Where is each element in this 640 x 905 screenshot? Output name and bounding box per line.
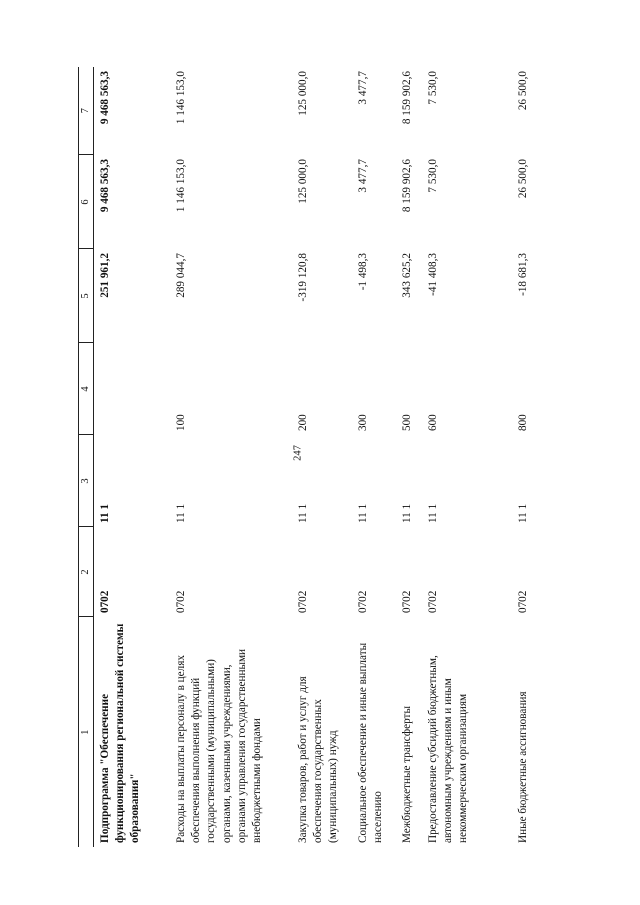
header-col-7: 7 (79, 67, 94, 155)
row-section: 0702 (517, 590, 530, 613)
header-col-6: 6 (79, 155, 94, 249)
row-amount: 3 477,7 (357, 159, 370, 193)
header-col-1: 1 (79, 617, 94, 847)
row-name: Подпрограмма "Обеспечение функционирования региональной системы образования" (99, 623, 142, 843)
row-target-code: 11 1 (297, 503, 310, 523)
row-total: 3 477,7 (357, 71, 370, 105)
row-name: Иные бюджетные ассигнования (517, 691, 530, 843)
row-name: Социальное обеспечение и иные выплаты населению (357, 642, 385, 843)
row-target-code: 11 1 (427, 503, 440, 523)
row-change: 289 044,7 (175, 253, 188, 298)
table-row (422, 67, 512, 847)
row-change: -1 498,3 (357, 253, 370, 291)
row-amount: 125 000,0 (297, 159, 310, 204)
header-col-3: 3 (79, 435, 94, 527)
row-change: 251 961,2 (99, 253, 112, 298)
row-target-code: 11 1 (175, 503, 188, 523)
row-expense-type: 500 (401, 414, 414, 431)
header-col-4: 4 (79, 343, 94, 435)
header-col-2: 2 (79, 527, 94, 617)
row-total: 7 530,0 (427, 71, 440, 105)
row-amount: 8 159 902,6 (401, 159, 414, 213)
row-section: 0702 (357, 590, 370, 613)
row-expense-type: 600 (427, 414, 440, 431)
row-section: 0702 (297, 590, 310, 613)
row-amount: 9 468 563,3 (99, 159, 112, 213)
header-col-5: 5 (79, 249, 94, 343)
row-amount: 1 146 153,0 (175, 159, 188, 213)
row-expense-type (94, 343, 171, 435)
row-name: Закупка товаров, работ и услуг для обеспечения государственных (муниципальных) нужд (297, 676, 340, 843)
row-total: 1 146 153,0 (175, 71, 188, 125)
row-section: 0702 (401, 590, 414, 613)
table-row (170, 67, 292, 847)
row-target-code: 11 1 (357, 503, 370, 523)
table-row (396, 67, 422, 847)
row-expense-type: 300 (357, 414, 370, 431)
header-row (79, 67, 94, 847)
row-change: -41 408,3 (427, 253, 440, 296)
row-expense-type: 800 (517, 414, 530, 431)
row-name: Предоставление субсидий бюджетным, автономным учреждениям и иным некоммерческим организациям (427, 655, 470, 843)
rotated-page-content (78, 67, 598, 847)
row-amount: 7 530,0 (427, 159, 440, 193)
row-change: -319 120,8 (297, 253, 310, 302)
row-change: -18 681,3 (517, 253, 530, 296)
row-target-code: 11 1 (517, 503, 530, 523)
row-target-code: 11 1 (401, 503, 414, 523)
table-row (94, 67, 171, 847)
row-amount: 26 500,0 (517, 159, 530, 199)
row-total: 125 000,0 (297, 71, 310, 116)
row-target-code: 11 1 (99, 504, 112, 523)
row-change: 343 625,2 (401, 253, 414, 298)
row-section: 0702 (99, 590, 112, 613)
row-section: 0702 (175, 590, 188, 613)
row-expense-type: 200 (297, 414, 310, 431)
table-row (352, 67, 396, 847)
row-total: 9 468 563,3 (99, 71, 112, 125)
row-expense-type: 100 (175, 414, 188, 431)
row-name: Межбюджетные трансферты (401, 706, 414, 843)
row-total: 8 159 902,6 (401, 71, 414, 125)
table-row (292, 67, 352, 847)
row-total: 26 500,0 (517, 71, 530, 111)
budget-table (78, 67, 538, 847)
table-row (512, 67, 538, 847)
page-number: 247 (292, 445, 304, 461)
row-section: 0702 (427, 590, 440, 613)
row-name: Расходы на выплаты персоналу в целях обеспечения выполнения функций государственными (муниципальными) органами, казенными учреждениями, органами управления государственными внебюджетными фондами (175, 648, 263, 843)
